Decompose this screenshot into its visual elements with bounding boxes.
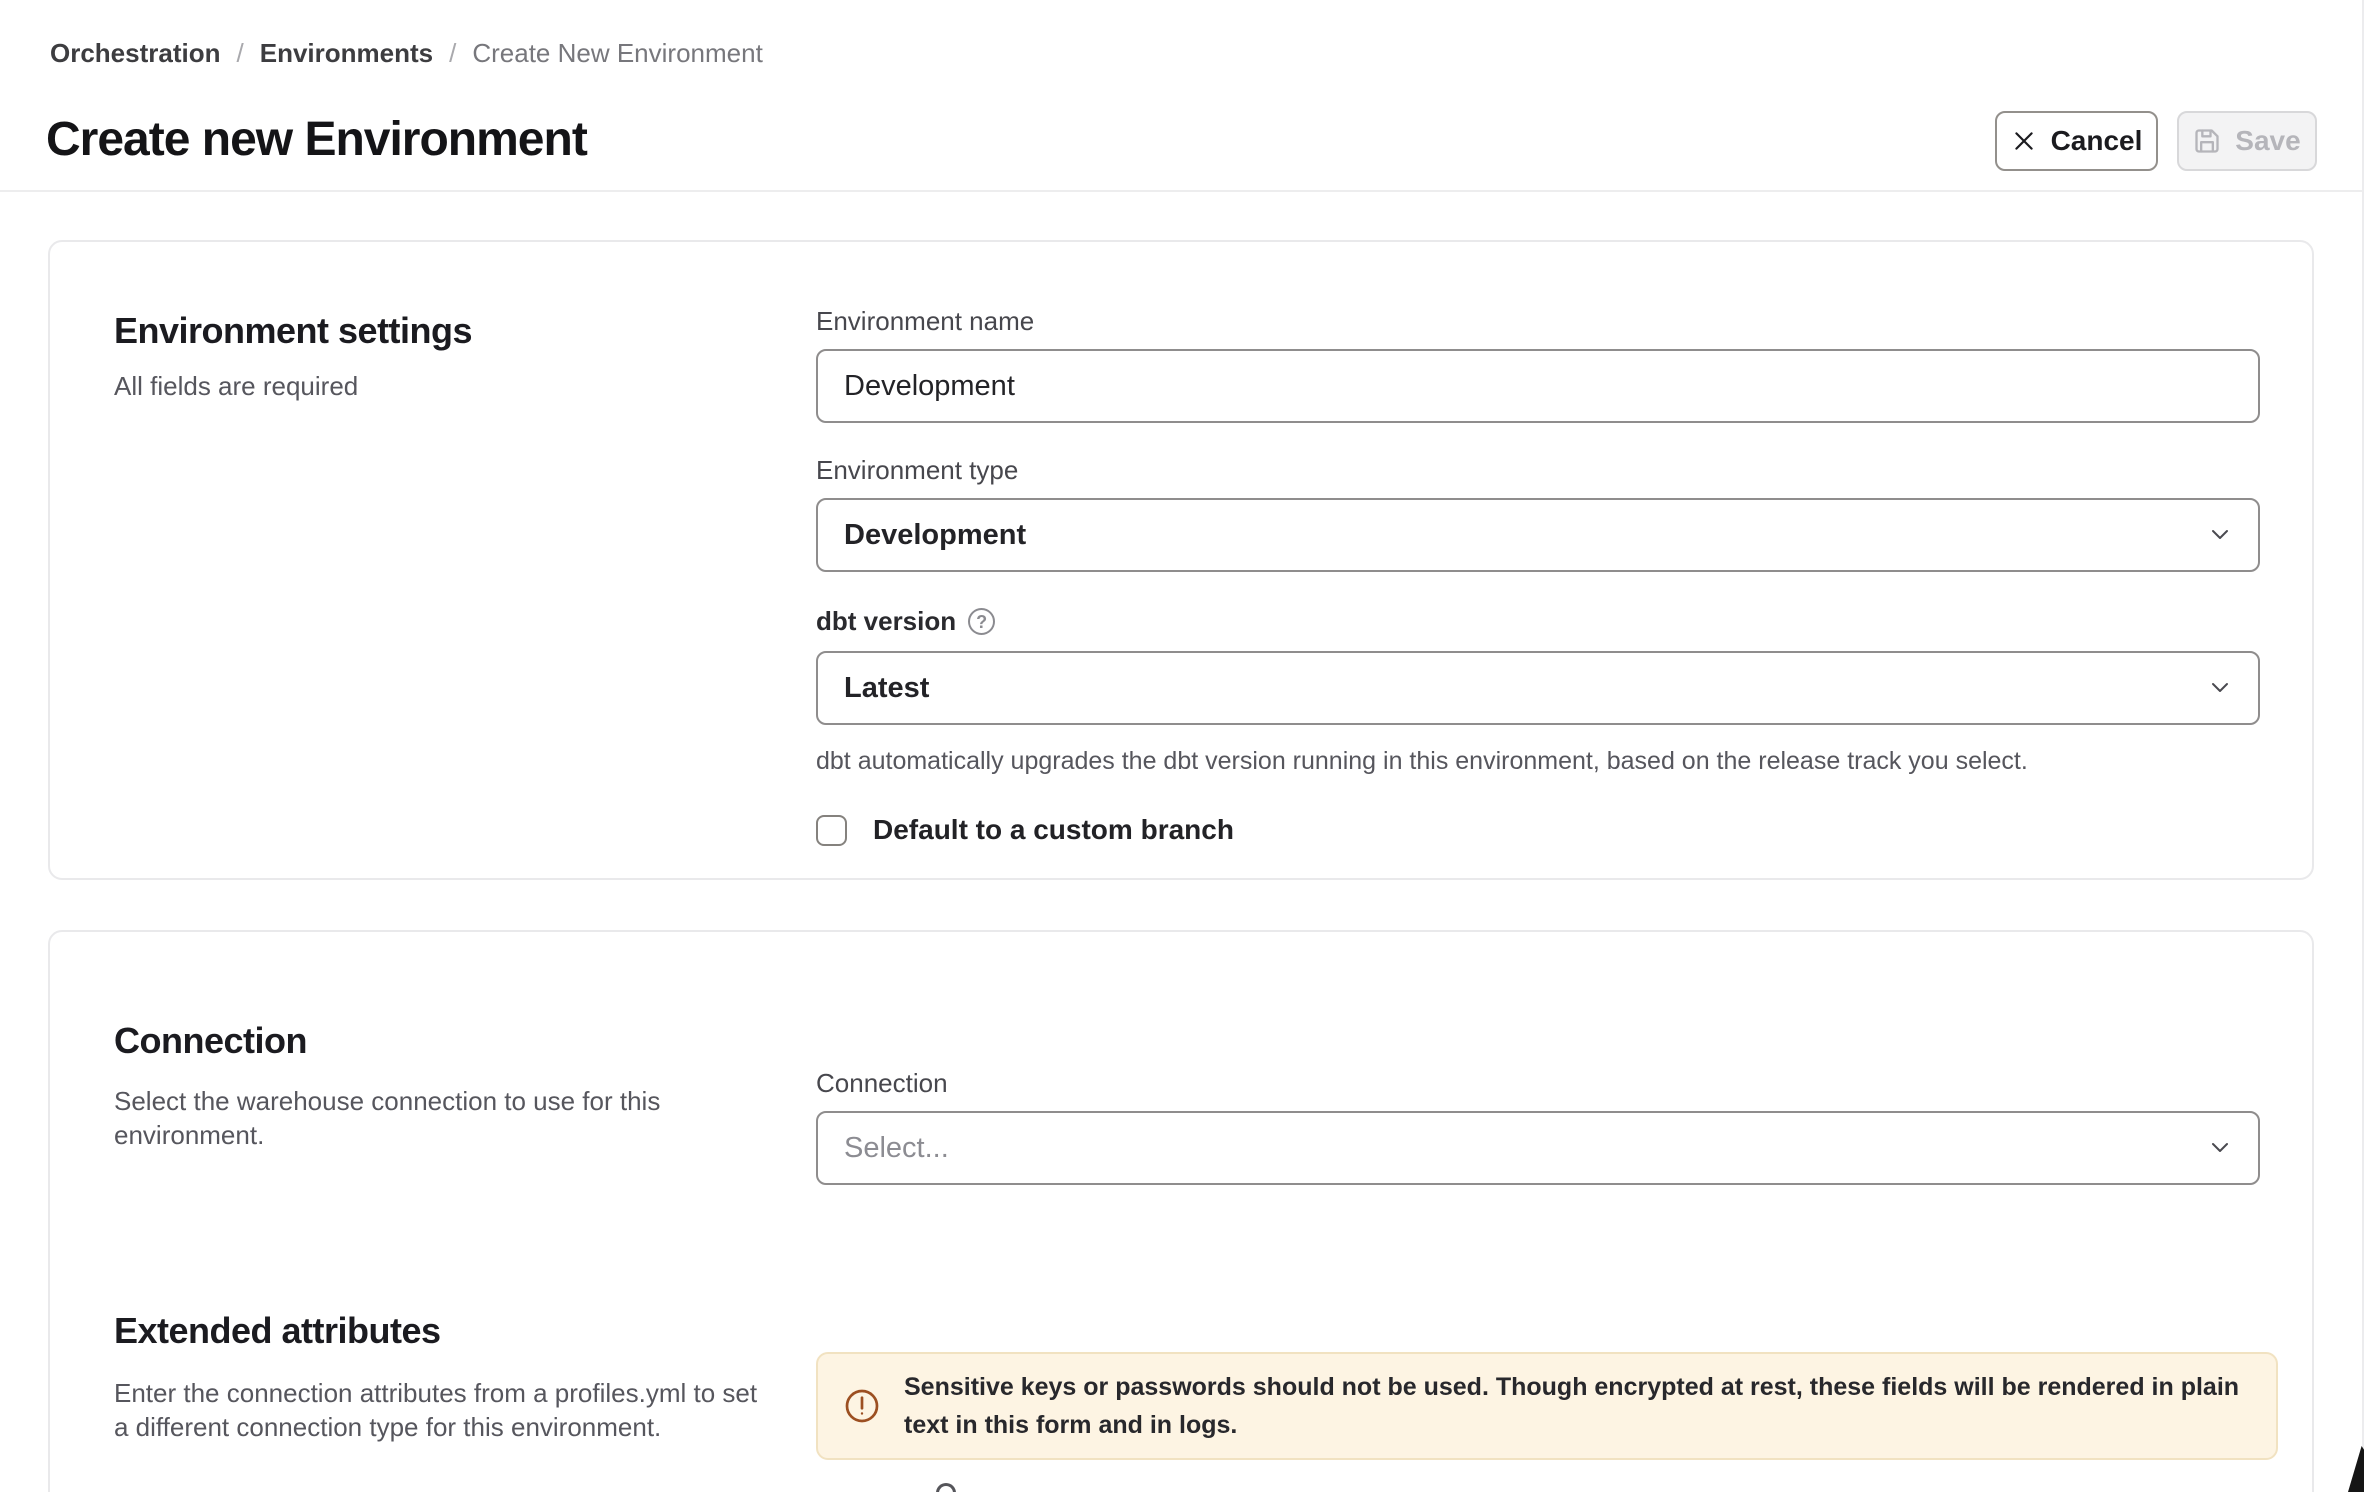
dbt-version-label: dbt version [816,606,957,636]
save-button[interactable] [2177,111,2317,171]
alert-circle-icon [844,1388,880,1424]
custom-branch-row [816,814,2260,846]
dbt-version-label-row [816,606,2260,637]
breadcrumb-orchestration[interactable]: Orchestration [50,38,221,68]
environment-type-select[interactable] [816,498,2260,572]
header-actions [1995,111,2317,171]
breadcrumb-separator: / [236,38,244,68]
environment-name-input[interactable] [816,349,2260,423]
mouse-cursor [2348,1446,2364,1492]
help-icon[interactable]: ? [968,608,995,635]
custom-branch-label: Default to a custom branch [873,814,1234,845]
breadcrumb-environments[interactable]: Environments [259,38,434,68]
chevron-down-icon [2208,680,2232,696]
environment-type-label: Environment type [816,455,1019,485]
environment-settings-intro [114,310,774,403]
chevron-down-icon [2208,1140,2232,1156]
dbt-version-value: Latest [844,671,930,704]
save-icon [2193,127,2221,155]
connection-select-placeholder: Select... [844,1131,949,1164]
connection-intro [114,1020,774,1152]
connection-description: Select the warehouse connection to use for this environment. [114,1086,661,1150]
breadcrumb-separator: / [449,38,457,68]
environment-settings-card [48,240,2314,880]
connection-fields [816,1068,2260,1185]
page-title: Create new Environment [46,113,587,166]
environment-settings-fields [816,306,2260,846]
cancel-button[interactable] [1995,111,2158,171]
sensitive-keys-warning-banner [816,1352,2278,1460]
chevron-down-icon [2208,527,2232,543]
environment-settings-subheading: All fields are required [114,371,359,401]
header-divider [0,190,2364,192]
connection-select[interactable] [816,1111,2260,1185]
extended-attributes-heading: Extended attributes [114,1310,441,1351]
environment-name-label: Environment name [816,306,1035,336]
breadcrumb-current-page: Create New Environment [472,38,763,68]
sensitive-keys-warning-text: Sensitive keys or passwords should not be used. Though encrypted at rest, these fields will be rendered in plain text in this form and in logs. [904,1373,2240,1439]
environment-settings-heading: Environment settings [114,310,473,351]
dbt-version-helper-text: dbt automatically upgrades the dbt version running in this environment, based on the release track you select. [816,747,2028,775]
connection-field-label: Connection [816,1068,948,1098]
extended-attributes-description: Enter the connection attributes from a profiles.yml to set a different connection type for this environment. [114,1378,758,1442]
close-icon [2011,128,2037,154]
dbt-version-select[interactable] [816,651,2260,725]
connection-heading: Connection [114,1020,307,1061]
extended-attributes-content [816,1352,2278,1460]
extended-attributes-intro [114,1310,794,1444]
cancel-button-label: Cancel [2050,125,2143,156]
custom-branch-checkbox[interactable] [816,815,847,846]
connection-card [48,930,2314,1492]
save-button-label: Save [2235,125,2301,156]
breadcrumb [50,38,763,69]
environment-type-value: Development [844,518,1027,551]
